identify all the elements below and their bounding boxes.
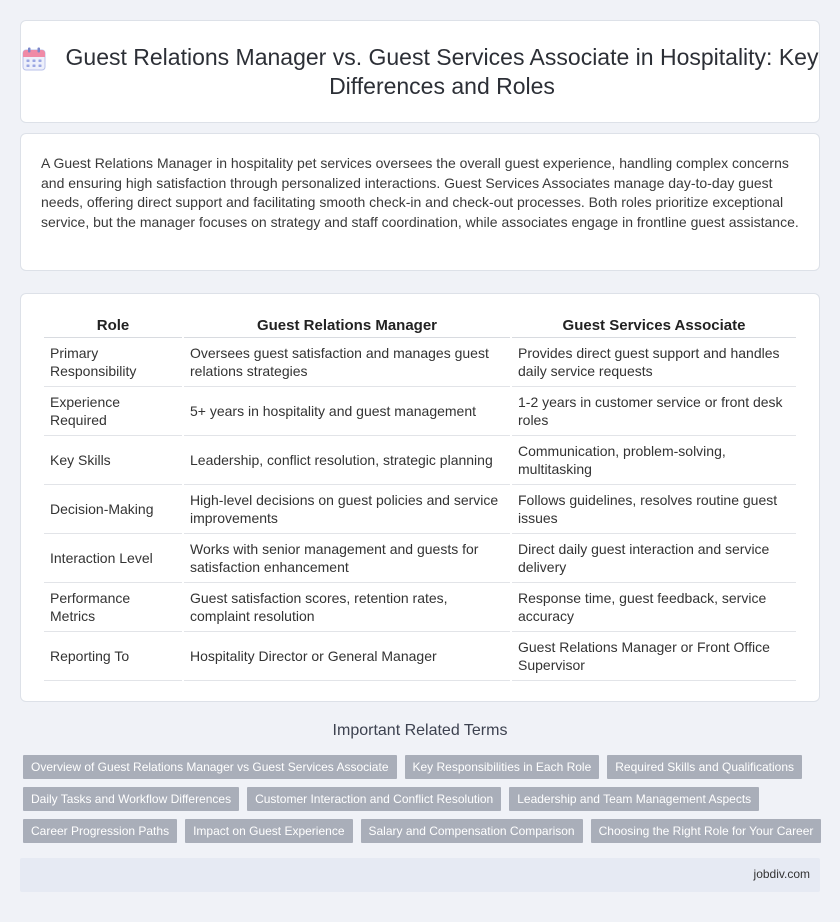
manager-cell: 5+ years in hospitality and guest management [184, 387, 510, 436]
table-row [44, 583, 796, 632]
associate-cell: Direct daily guest interaction and service delivery [512, 534, 796, 583]
comparison-table-card [20, 293, 820, 702]
column-header-manager: Guest Relations Manager [184, 312, 510, 338]
chip-row [23, 819, 823, 843]
manager-cell: Works with senior management and guests for satisfaction enhancement [184, 534, 510, 583]
related-term-chip[interactable]: Daily Tasks and Workflow Differences [23, 787, 239, 811]
related-term-chip[interactable]: Customer Interaction and Conflict Resolution [247, 787, 501, 811]
row-label: Reporting To [44, 632, 182, 681]
title-card [20, 20, 820, 123]
footer [20, 858, 820, 892]
calendar-icon [21, 46, 47, 72]
related-term-chip[interactable]: Required Skills and Qualifications [607, 755, 802, 779]
associate-cell: Provides direct guest support and handles daily service requests [512, 338, 796, 387]
chip-row [23, 755, 823, 779]
intro-text: A Guest Relations Manager in hospitality pet services oversees the overall guest experience, handling complex concerns and ensuring high satisfaction through personalized interactions. Guest Services Associates manage day-to-day guest needs, offering direct support and facilitating smooth check-in and check-out processes. Both roles prioritize exceptional service, but the manager focuses on strategy and staff coordination, while associates engage in frontline guest assistance. [41, 155, 799, 230]
column-header-associate: Guest Services Associate [512, 312, 796, 338]
row-label: Interaction Level [44, 534, 182, 583]
table-row [44, 534, 796, 583]
related-term-chip[interactable]: Choosing the Right Role for Your Career [591, 819, 822, 843]
column-header-role: Role [44, 312, 182, 338]
related-term-chip[interactable]: Salary and Compensation Comparison [361, 819, 583, 843]
intro-card [20, 133, 820, 271]
related-terms-list [23, 755, 823, 851]
related-term-chip[interactable]: Overview of Guest Relations Manager vs Guest Services Associate [23, 755, 397, 779]
manager-cell: High-level decisions on guest policies and service improvements [184, 485, 510, 534]
table-row [44, 387, 796, 436]
table-header-row [44, 312, 796, 338]
related-term-chip[interactable]: Key Responsibilities in Each Role [405, 755, 600, 779]
chip-row [23, 787, 823, 811]
associate-cell: Follows guidelines, resolves routine guest issues [512, 485, 796, 534]
row-label: Performance Metrics [44, 583, 182, 632]
manager-cell: Hospitality Director or General Manager [184, 632, 510, 681]
associate-cell: 1-2 years in customer service or front desk roles [512, 387, 796, 436]
related-term-chip[interactable]: Leadership and Team Management Aspects [509, 787, 759, 811]
row-label: Decision-Making [44, 485, 182, 534]
related-term-chip[interactable]: Impact on Guest Experience [185, 819, 352, 843]
table-row [44, 436, 796, 485]
row-label: Primary Responsibility [44, 338, 182, 387]
manager-cell: Guest satisfaction scores, retention rates, complaint resolution [184, 583, 510, 632]
table-row [44, 632, 796, 681]
manager-cell: Oversees guest satisfaction and manages guest relations strategies [184, 338, 510, 387]
related-terms-heading: Important Related Terms [332, 722, 508, 739]
associate-cell: Response time, guest feedback, service accuracy [512, 583, 796, 632]
row-label: Experience Required [44, 387, 182, 436]
footer-site-link[interactable]: jobdiv.com [753, 867, 810, 881]
comparison-table [42, 312, 798, 681]
associate-cell: Guest Relations Manager or Front Office Supervisor [512, 632, 796, 681]
associate-cell: Communication, problem-solving, multitasking [512, 436, 796, 485]
table-row [44, 338, 796, 387]
row-label: Key Skills [44, 436, 182, 485]
table-row [44, 485, 796, 534]
related-term-chip[interactable]: Career Progression Paths [23, 819, 177, 843]
manager-cell: Leadership, conflict resolution, strategic planning [184, 436, 510, 485]
page-title: Guest Relations Manager vs. Guest Services Associate in Hospitality: Key Differences and Roles [65, 43, 819, 99]
